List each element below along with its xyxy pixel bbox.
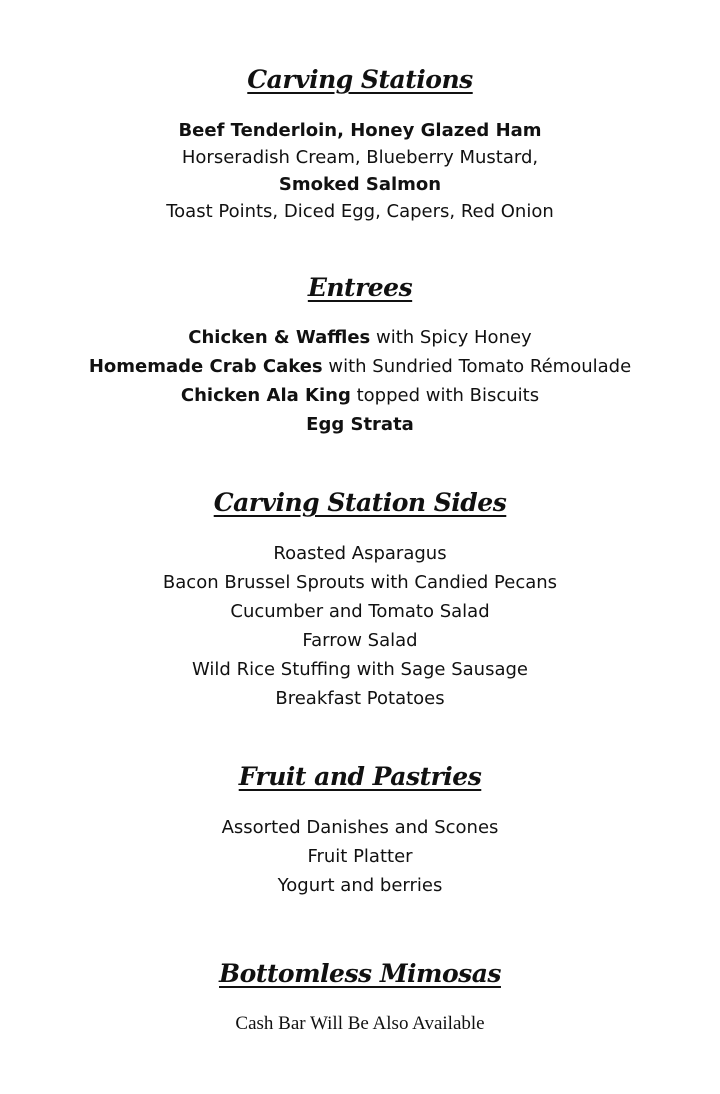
entree-item [0, 354, 720, 380]
entree-item-desc: topped with Biscuits [350, 385, 540, 406]
carving-stations-salmon-garnish: Toast Points, Diced Egg, Capers, Red Onion [166, 201, 554, 222]
fruit-item: Yogurt and berries [277, 875, 443, 896]
entree-item-name: Chicken Ala King [180, 385, 351, 406]
carving-stations-sauces: Horseradish Cream, Blueberry Mustard, [181, 147, 539, 168]
entree-item-desc: with Spicy Honey [370, 327, 532, 348]
side-item: Roasted Asparagus [273, 543, 447, 564]
carving-stations-salmon: Smoked Salmon [278, 174, 442, 195]
entree-item [0, 383, 720, 409]
carving-stations-heading: Carving Stations [247, 65, 473, 94]
fruit-pastries-heading: Fruit and Pastries [238, 762, 482, 791]
entrees-heading: Entrees [307, 273, 413, 302]
entree-item [0, 412, 720, 438]
side-item: Cucumber and Tomato Salad [230, 601, 490, 622]
entree-item [0, 325, 720, 351]
entree-item-desc: with Sundried Tomato Rémoulade [322, 356, 632, 377]
cash-bar-note: Cash Bar Will Be Also Available [235, 1013, 485, 1034]
fruit-item: Fruit Platter [307, 846, 413, 867]
sides-heading: Carving Station Sides [213, 488, 507, 517]
fruit-item: Assorted Danishes and Scones [221, 817, 499, 838]
side-item: Breakfast Potatoes [275, 688, 445, 709]
entree-item-name: Homemade Crab Cakes [88, 356, 323, 377]
mimosas-heading: Bottomless Mimosas [219, 959, 501, 988]
side-item: Wild Rice Stuffing with Sage Sausage [192, 659, 528, 680]
entree-item-name: Egg Strata [306, 414, 414, 435]
side-item: Farrow Salad [302, 630, 418, 651]
carving-stations-meats: Beef Tenderloin, Honey Glazed Ham [178, 120, 542, 141]
side-item: Bacon Brussel Sprouts with Candied Pecans [162, 572, 558, 593]
entree-item-name: Chicken & Waffles [188, 327, 371, 348]
